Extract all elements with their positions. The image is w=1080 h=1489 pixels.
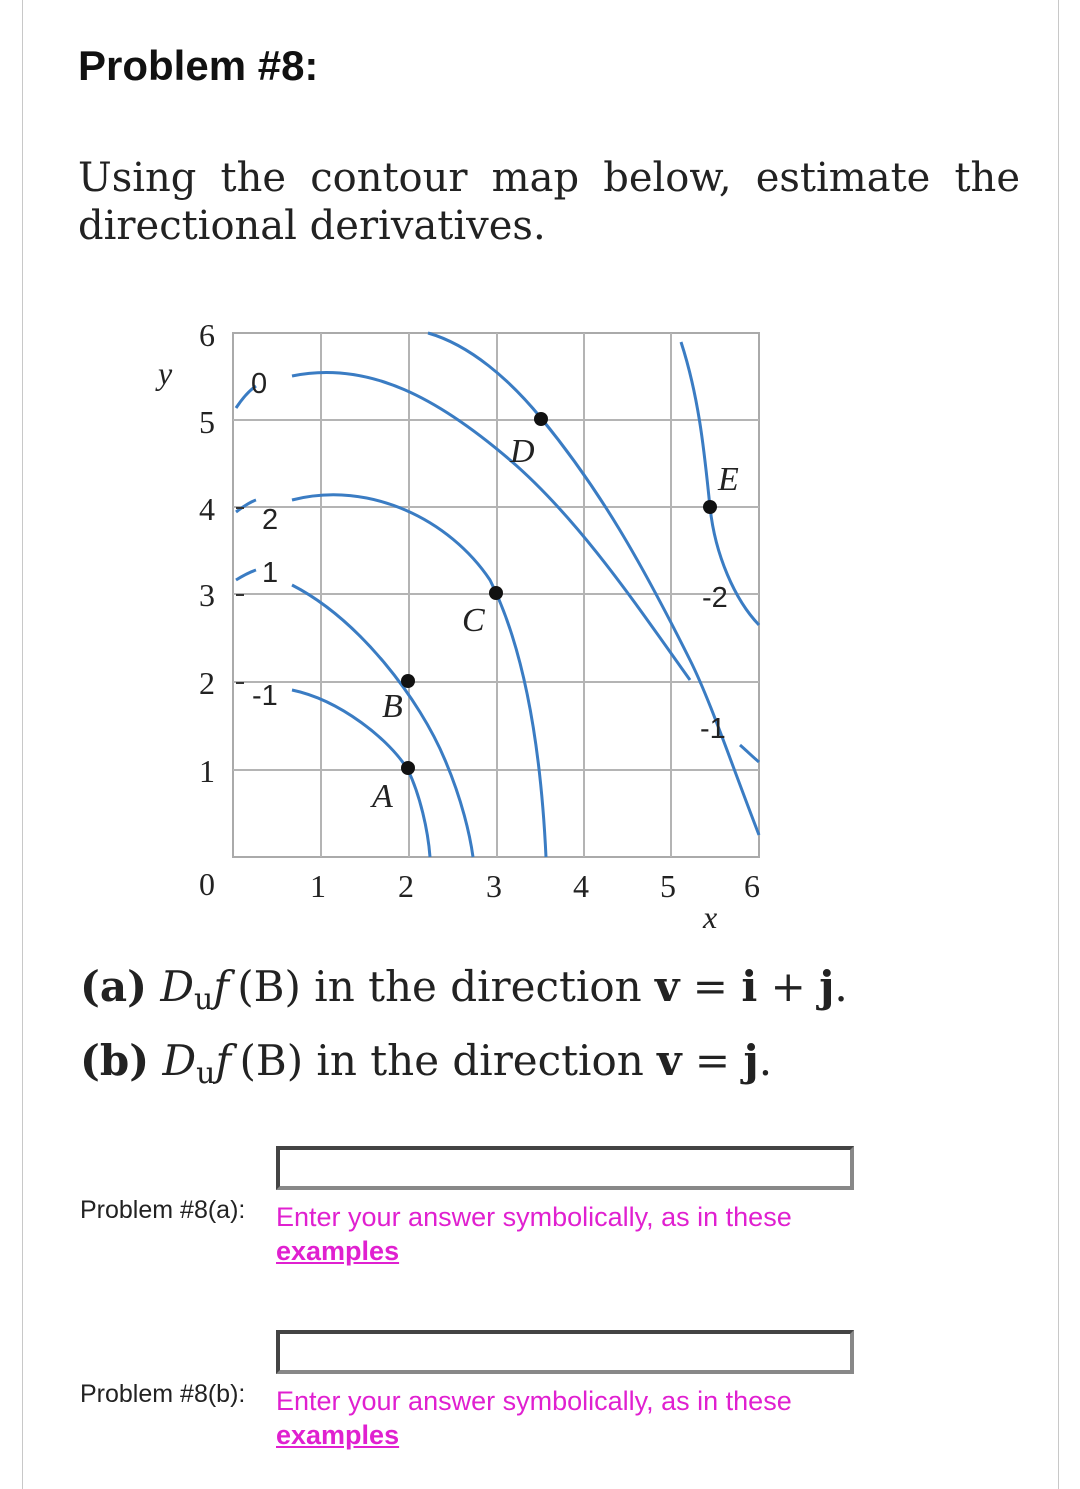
answer-input-a[interactable] (276, 1146, 854, 1190)
y-tick-1: 1 (199, 753, 215, 789)
problem-title: Problem #8: (78, 42, 319, 89)
x-axis-label: x (703, 899, 718, 935)
contour-label-neg1-right: -1 (700, 713, 726, 745)
y-tick-4: 4 (199, 491, 215, 527)
x-tick-5: 5 (660, 868, 676, 904)
point-label-e: E (718, 461, 739, 498)
point-b-marker (401, 674, 415, 688)
point-label-b: B (382, 688, 403, 725)
part-a: (a) Duf (B) in the direction v = i + j. (80, 962, 848, 1017)
point-e-marker (703, 500, 717, 514)
examples-link-a[interactable]: examples (276, 1236, 400, 1266)
y-tick-3: 3 (199, 577, 215, 613)
y-tick-5: 5 (199, 404, 215, 440)
point-d-marker (534, 412, 548, 426)
answer-input-b[interactable] (276, 1330, 854, 1374)
point-label-d: D (510, 433, 535, 470)
contour-small-right-curve (740, 745, 759, 762)
point-label-c: C (462, 602, 485, 639)
part-b: (b) Duf (B) in the direction v = j. (80, 1036, 773, 1091)
question-parts (80, 962, 848, 1110)
contour-label-neg2: -2 (702, 582, 728, 614)
contour-label-1: 1 (262, 557, 279, 589)
contour-0-curve (292, 372, 690, 680)
x-tick-1: 1 (310, 868, 326, 904)
contour-label-2: 2 (262, 504, 279, 536)
point-c-marker (489, 586, 503, 600)
y-axis-label: y (158, 355, 173, 391)
examples-link-b[interactable]: examples (276, 1420, 400, 1450)
answer-label-b: Problem #8(b): (80, 1380, 246, 1408)
answer-label-a: Problem #8(a): (80, 1196, 246, 1224)
contour-label-0: 0 (251, 368, 268, 400)
x-tick-2: 2 (398, 868, 414, 904)
point-a-marker (401, 761, 415, 775)
contour-label-neg1: -1 (252, 680, 278, 712)
x-tick-6: 6 (744, 868, 760, 904)
answer-hint-a: Enter your answer symbolically, as in these examples (276, 1202, 792, 1266)
point-label-a: A (372, 778, 393, 815)
contour-leftedge-3 (236, 570, 256, 580)
x-tick-3: 3 (486, 868, 502, 904)
x-tick-4: 4 (573, 868, 589, 904)
y-tick-2: 2 (199, 665, 215, 701)
answer-hint-b: Enter your answer symbolically, as in these examples (276, 1386, 792, 1450)
y-tick-0: 0 (199, 866, 215, 902)
y-tick-6: 6 (199, 317, 215, 353)
problem-intro: Using the contour map below, estimate the directional derivatives. (78, 155, 1020, 249)
